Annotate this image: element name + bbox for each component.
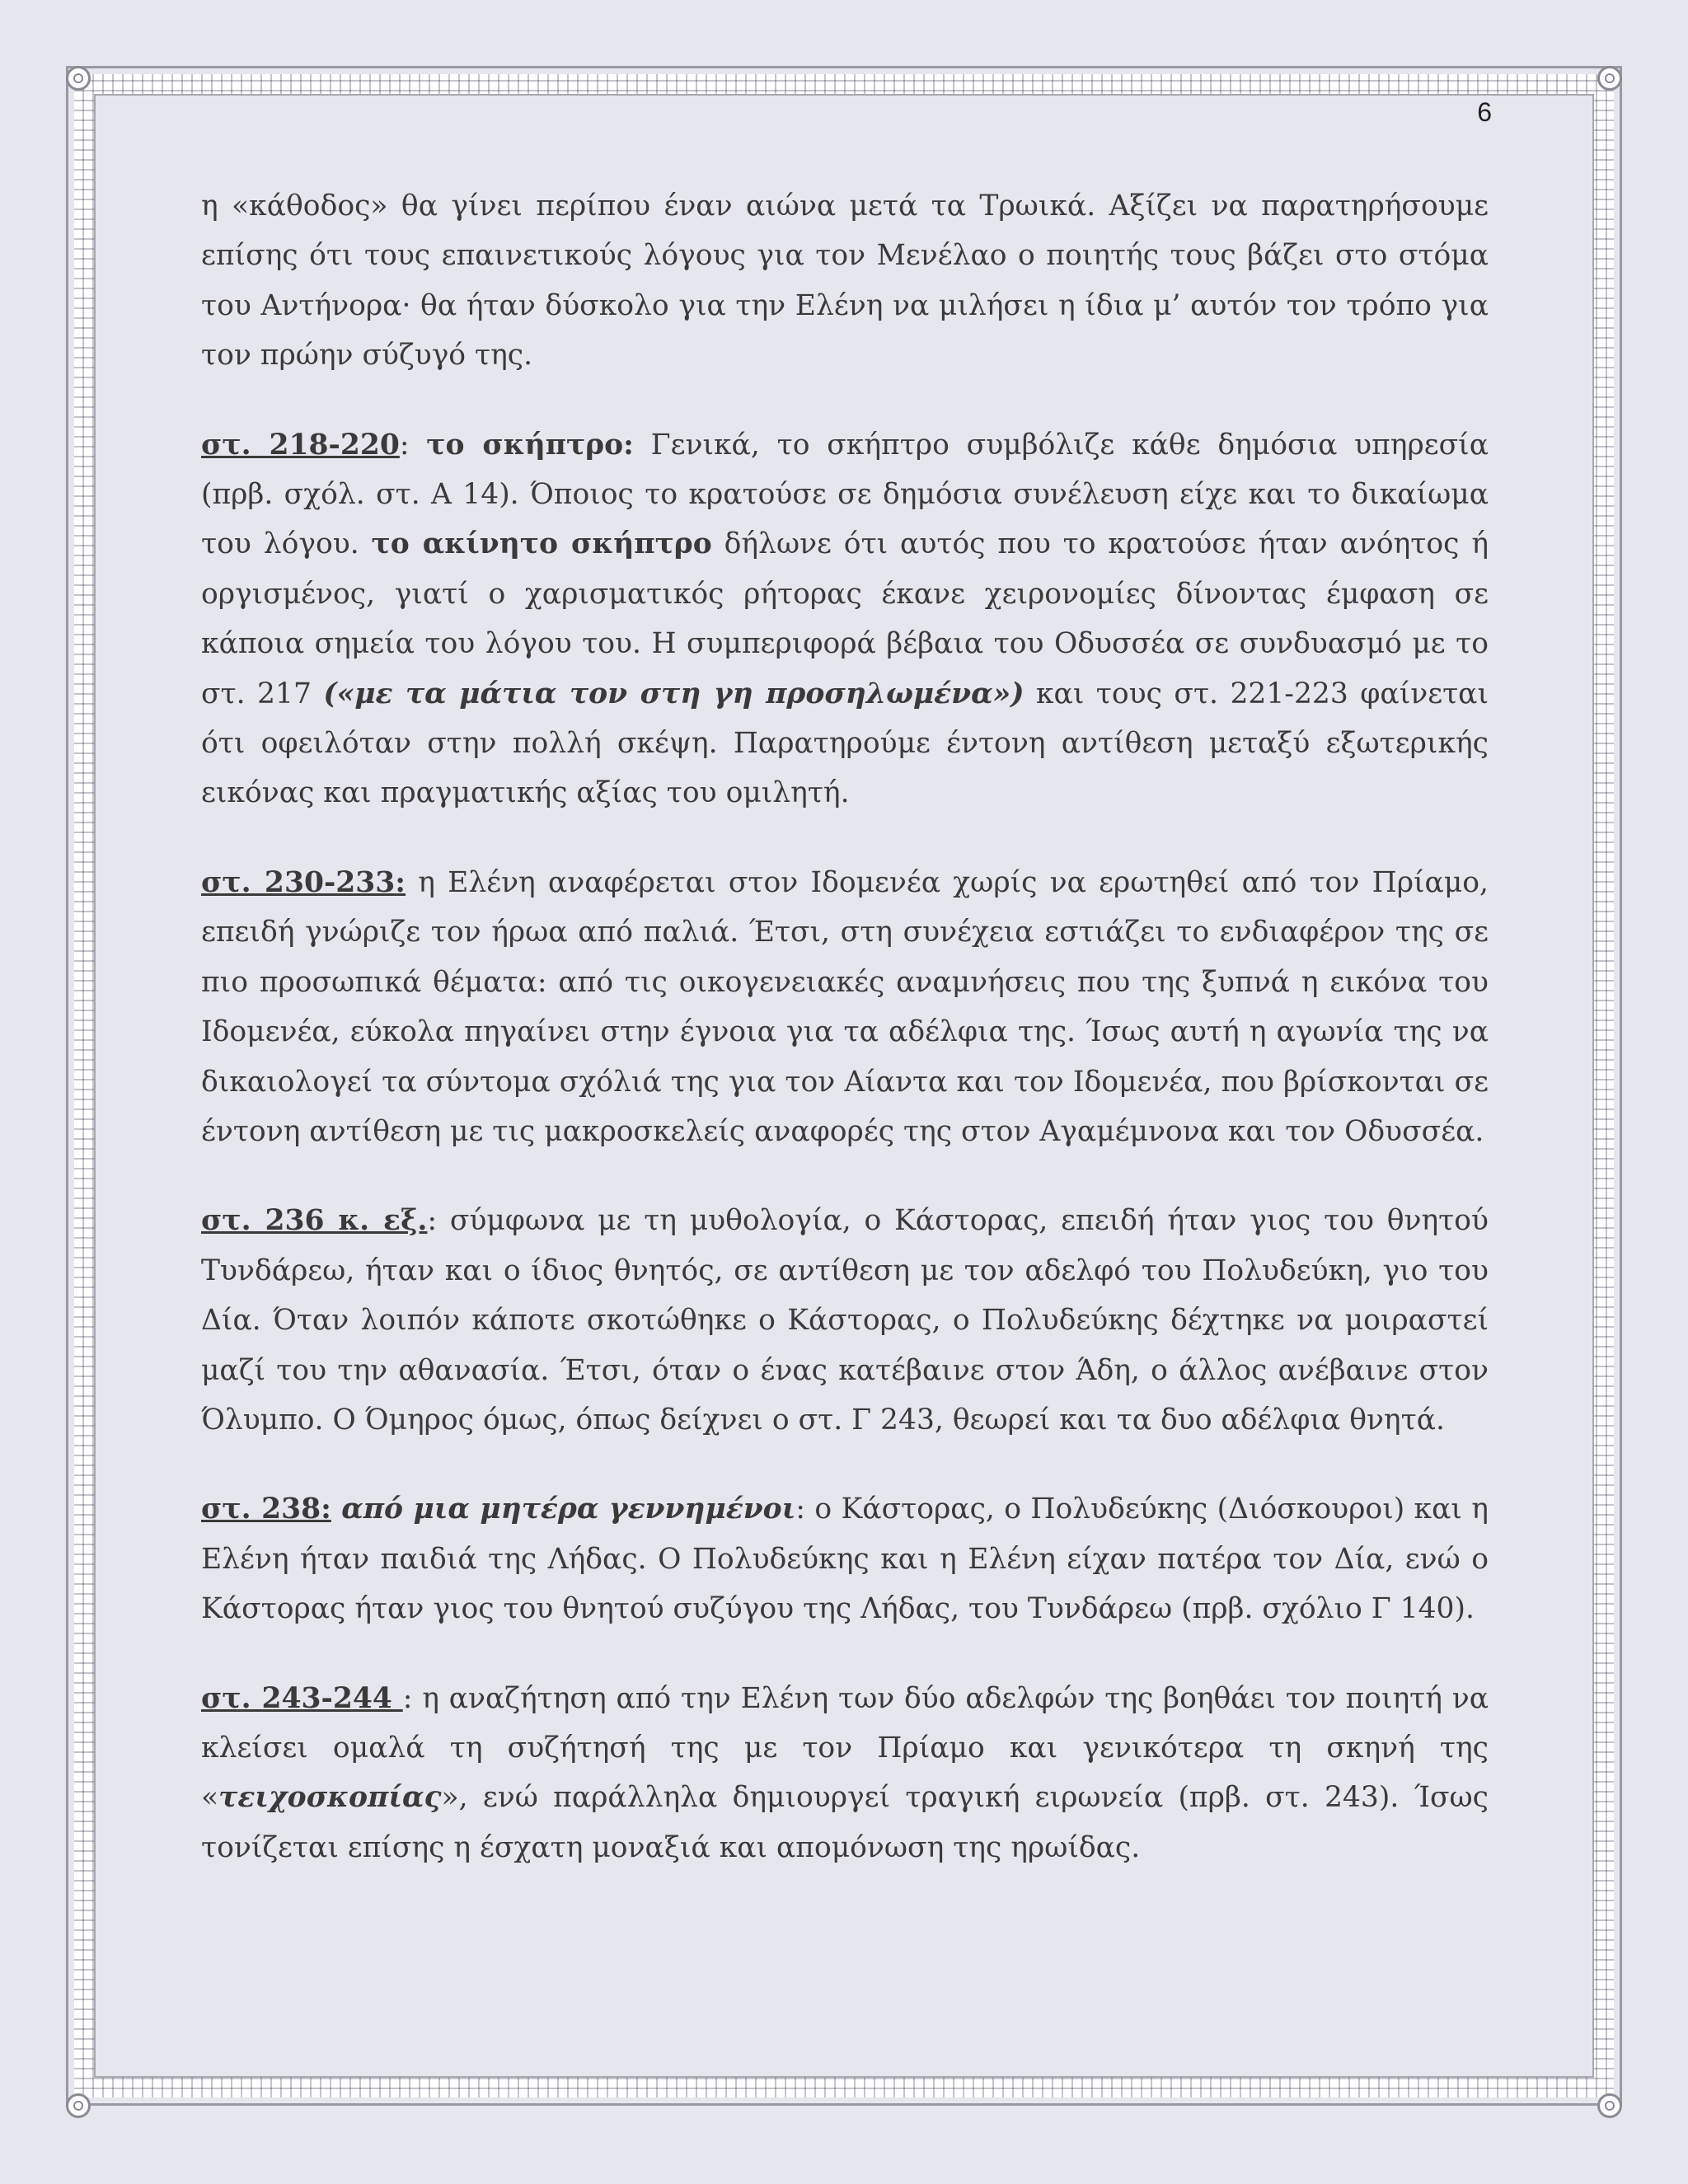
quoted-verse: («με τα μάτια τον στη γη προσηλωμένα») [323, 677, 1025, 710]
verse-reference: στ. 236 κ. εξ. [201, 1204, 428, 1238]
paragraph-verses-230-233 [201, 858, 1489, 1156]
paragraph-text: η Ελένη αναφέρεται στον Ιδομενέα χωρίς να ερωτηθεί από τον Πρίαμο, επειδή γνώριζε τον ήρωα από παλιά. Έτσι, στη συνέχεια εστιάζει το ενδιαφέρον της σε πιο προσωπικά θέματα: από τις οικογενειακές αναμνήσεις που της ξυπνά η εικόνα του Ιδομενέα, εύκολα πηγαίνει στην έγνοια για τα αδέλφια της. Ίσως αυτή η αγωνία της να δικαιολογεί τα σύντομα σχόλιά της για τον Αίαντα και τον Ιδομενέα, που βρίσκονται σε έντονη αντίθεση με τις μακροσκελείς αναφορές της στον Αγαμέμνονα και τον Οδυσσέα. [201, 865, 1489, 1148]
corner-ornament-icon [1597, 66, 1622, 91]
corner-ornament-icon [66, 2093, 91, 2118]
document-body [201, 181, 1489, 1912]
paragraph-text: και τους στ. 221-223 φαίνεται ότι οφειλόταν στην πολλή σκέψη. Παρατηρούμε έντονη αντίθεση μεταξύ εξωτερικής εικόνας και πραγματικής αξίας του ομιλητή. [201, 677, 1489, 810]
verse-reference: στ. 238: [201, 1493, 331, 1526]
paragraph-verse-236 [201, 1196, 1489, 1445]
paragraph-verse-238 [201, 1484, 1489, 1633]
paragraph-text: : ο Κάστορας, ο Πολυδεύκης (Διόσκουροι) και η Ελένη ήταν παιδιά της Λήδας. Ο Πολυδεύκης και η Ελένη είχαν πατέρα τον Δία, ενώ ο Κάστορας ήταν γιος του θνητού συζύγου της Λήδας, του Τυνδάρεω (πρβ. σχόλιο Γ 140). [201, 1493, 1489, 1626]
paragraph-verses-243-244 [201, 1674, 1489, 1873]
paragraph-intro [201, 181, 1489, 381]
verse-reference: στ. 243-244 [201, 1681, 403, 1715]
verse-reference: στ. 218-220 [201, 428, 400, 462]
paragraph-text: : σύμφωνα με τη μυθολογία, ο Κάστορας, επειδή ήταν γιος του θνητού Τυνδάρεω, ήταν και ο ίδιος θνητός, σε αντίθεση με τον αδελφό του Πολυδεύκη, γιο του Δία. Όταν λοιπόν κάποτε σκοτώθηκε ο Κάστορας, ο Πολυδεύκης δέχτηκε να μοιραστεί μαζί του την αθανασία. Έτσι, όταν ο ένας κατέβαινε στον Άδη, ο άλλος ανέβαινε στον Όλυμπο. Ο Όμηρος όμως, όπως δείχνει ο στ. Γ 243, θεωρεί και τα δυο αδέλφια θνητά. [201, 1204, 1489, 1436]
verse-reference: στ. 230-233: [201, 865, 406, 899]
paragraph-text: », ενώ παράλληλα δημιουργεί τραγική ειρωνεία (πρβ. στ. 243). Ίσως τονίζεται επίσης η έσχατη μοναξιά και απομόνωση της ηρωίδας. [201, 1781, 1489, 1864]
term-heading: το ακίνητο σκήπτρο [371, 527, 712, 561]
paragraph-verses-218-220 [201, 420, 1489, 818]
paragraph-text: η «κάθοδος» θα γίνει περίπου έναν αιώνα μετά τα Τρωικά. Αξίζει να παρατηρήσουμε επίσης ότι τους επαινετικούς λόγους για τον Μενέλαο ο ποιητής τους βάζει στο στόμα του Αντήνορα· θα ήταν δύσκολο για την Ελένη να μιλήσει η ίδια μ’ αυτόν τον τρόπο για τον πρώην σύζυγό της. [201, 190, 1489, 373]
corner-ornament-icon [66, 66, 91, 91]
separator-text: : [399, 428, 427, 462]
page-number: 6 [1477, 97, 1492, 127]
term-heading: από μια μητέρα γεννημένοι [331, 1493, 796, 1526]
corner-ornament-icon [1597, 2093, 1622, 2118]
paragraph-text: δήλωνε ότι αυτός που το κρατούσε ήταν ανόητος ή οργισμένος, γιατί ο χαρισματικός ρήτορας έκανε χειρονομίες δίνοντας έμφαση σε κάποια σημεία του λόγου του. Η συμπεριφορά βέβαια του Οδυσσέα σε συνδυασμό με το στ. 217 [201, 527, 1489, 710]
paragraph-text: Γενικά, το σκήπτρο συμβόλιζε κάθε δημόσια υπηρεσία (πρβ. σχόλ. στ. Α 14). Όποιος το κρατούσε σε δημόσια συνέλευση είχε και το δικαίωμα του λόγου. [201, 428, 1489, 561]
term-heading: το σκήπτρο: [426, 428, 634, 462]
paragraph-text: : η αναζήτηση από την Ελένη των δύο αδελφών της βοηθάει τον ποιητή να κλείσει ομαλά τη συζήτησή της με τον Πρίαμο και γενικότερα τη σκηνή της « [201, 1681, 1489, 1815]
term-heading: τειχοσκοπίας [218, 1781, 442, 1815]
